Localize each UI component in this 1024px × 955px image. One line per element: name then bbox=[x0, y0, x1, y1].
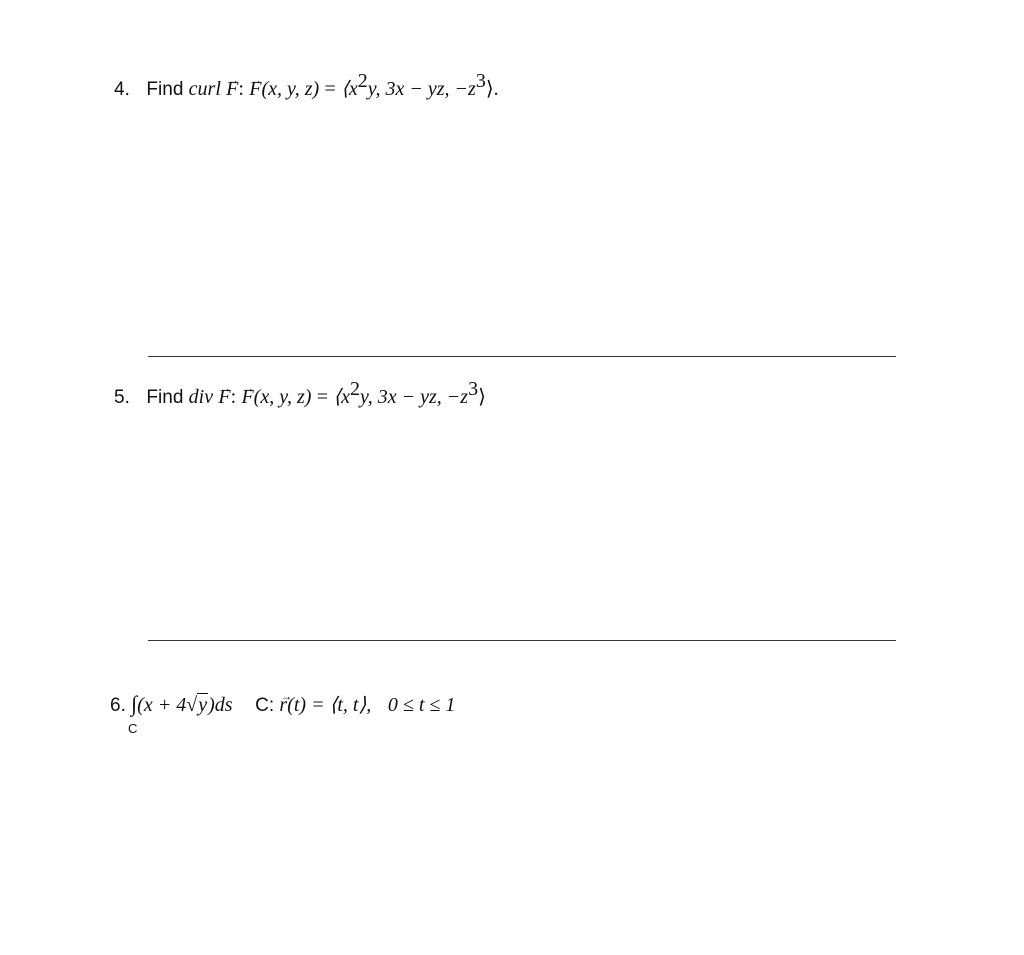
components-middle: y, 3x − yz, −z bbox=[359, 386, 469, 408]
integrand-close: )ds bbox=[208, 694, 233, 716]
components-close: ⟩ bbox=[478, 386, 486, 408]
exponent-3: 3 bbox=[475, 70, 486, 92]
colon: : bbox=[230, 386, 237, 408]
components-close: ⟩. bbox=[485, 78, 499, 100]
function-args: (x, y, z) bbox=[261, 78, 320, 100]
problem-number: 4. bbox=[114, 79, 130, 100]
sqrt-symbol: √ bbox=[186, 694, 198, 716]
integrand-open: (x + 4 bbox=[137, 694, 187, 716]
radicand: y bbox=[198, 694, 208, 716]
equals-sign: = bbox=[316, 386, 328, 408]
exponent-3: 3 bbox=[468, 378, 479, 400]
exponent-2: 2 bbox=[349, 378, 360, 400]
integral-contour-subscript: C bbox=[128, 721, 138, 736]
sqrt-radicand bbox=[197, 693, 208, 717]
operator-name: div bbox=[188, 386, 214, 408]
operator-name: curl bbox=[188, 78, 221, 100]
integral-sign: ∫ bbox=[131, 691, 138, 716]
problem-number: 5. bbox=[114, 387, 130, 408]
parametrization: (t) = ⟨t, t⟩, bbox=[287, 694, 372, 716]
components-open: ⟨x bbox=[341, 78, 358, 100]
function-args: (x, y, z) bbox=[253, 386, 312, 408]
components-open: ⟨x bbox=[333, 386, 350, 408]
exponent-2: 2 bbox=[357, 70, 368, 92]
problem-4 bbox=[114, 70, 499, 102]
problem-verb: Find bbox=[146, 387, 184, 408]
problem-5 bbox=[114, 378, 486, 410]
equals-sign: = bbox=[324, 78, 336, 100]
problem-number: 6. bbox=[110, 695, 126, 716]
vector-field-symbol: → F bbox=[226, 77, 238, 101]
problem-6 bbox=[110, 692, 455, 718]
position-vector-symbol: → r bbox=[279, 693, 287, 717]
function-symbol: → F bbox=[241, 385, 253, 409]
curve-label: C: bbox=[255, 695, 275, 716]
components-middle: y, 3x − yz, −z bbox=[367, 78, 476, 100]
section-divider bbox=[148, 356, 896, 357]
parameter-range: 0 ≤ t ≤ 1 bbox=[387, 694, 456, 716]
colon: : bbox=[238, 78, 244, 100]
section-divider bbox=[148, 640, 896, 641]
vector-field-symbol: → F bbox=[218, 385, 230, 409]
problem-verb: Find bbox=[146, 79, 184, 100]
function-symbol: → F bbox=[249, 77, 261, 101]
